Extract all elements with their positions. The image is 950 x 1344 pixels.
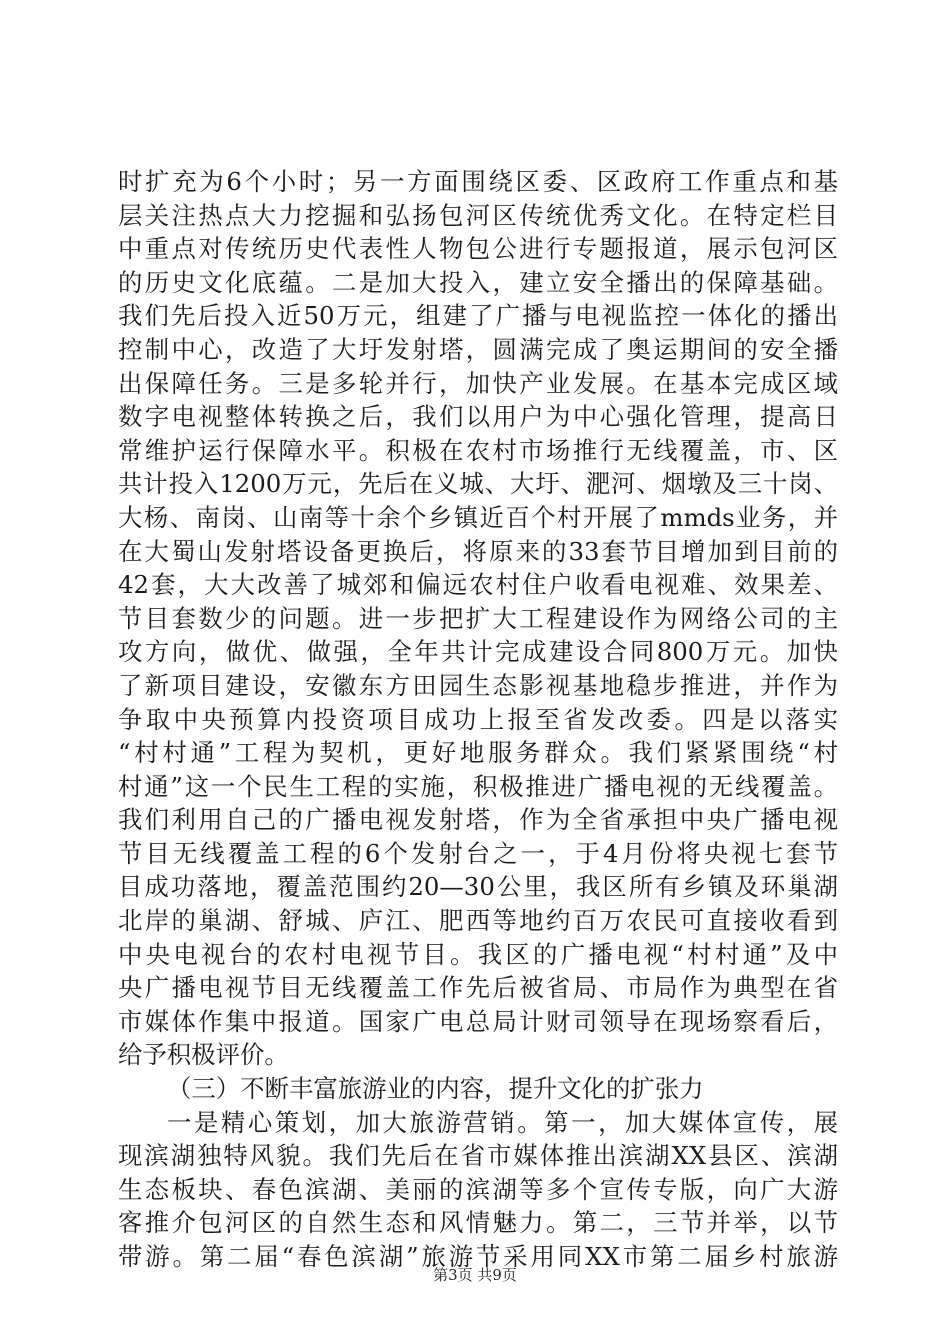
body-text <box>118 165 838 1274</box>
text-line: 村通”这一个民生工程的实施，积极推进广播电视的无线覆盖。 <box>118 771 838 801</box>
text-line: 客推介包河区的自然生态和风情魅力。第二，三节并举，以节 <box>118 1208 838 1238</box>
text-line: 共计投入1200万元，先后在义城、大圩、淝河、烟墩及三十岗、 <box>118 469 838 499</box>
text-line: 42套，大大改善了城郊和偏远农村住户收看电视难、效果差、 <box>118 570 838 600</box>
text-line: 央广播电视节目无线覆盖工作先后被省局、市局作为典型在省 <box>118 973 838 1003</box>
text-line: 层关注热点大力挖掘和弘扬包河区传统优秀文化。在特定栏目 <box>118 200 838 230</box>
text-line: 我们利用自己的广播电视发射塔，作为全省承担中央广播电视 <box>118 805 838 835</box>
text-line: 节目无线覆盖工程的6个发射台之一，于4月份将央视七套节 <box>118 838 838 868</box>
text-line: 北岸的巢湖、舒城、庐江、肥西等地约百万农民可直接收看到 <box>118 906 838 936</box>
text-line: 在大蜀山发射塔设备更换后，将原来的33套节目增加到目前的 <box>118 536 838 566</box>
section-heading: （三）不断丰富旅游业的内容，提升文化的扩张力 <box>167 1074 704 1104</box>
text-line: 中央电视台的农村电视节目。我区的广播电视“村村通”及中 <box>118 939 838 969</box>
text-line: 出保障任务。三是多轮并行，加快产业发展。在基本完成区域 <box>118 368 838 398</box>
text-line: 一是精心策划，加大旅游营销。第一，加大媒体宣传，展 <box>167 1107 838 1137</box>
text-line: 目成功落地，覆盖范围约20—30公里，我区所有乡镇及环巢湖 <box>118 872 838 902</box>
text-line: 给予积极评价。 <box>118 1040 289 1070</box>
text-line: 控制中心，改造了大圩发射塔，圆满完成了奥运期间的安全播 <box>118 334 838 364</box>
text-line: 常维护运行保障水平。积极在农村市场推行无线覆盖，市、区 <box>118 435 838 465</box>
text-line: 市媒体作集中报道。国家广电总局计财司领导在现场察看后， <box>118 1006 838 1036</box>
text-line: 中重点对传统历史代表性人物包公进行专题报道，展示包河区 <box>118 234 838 264</box>
text-line: 攻方向，做优、做强，全年共计完成建设合同800万元。加快 <box>118 637 838 667</box>
text-line: 带游。第二届“春色滨湖”旅游节采用同XX市第二届乡村旅游 <box>118 1242 838 1271</box>
text-line: 大杨、南岗、山南等十余个乡镇近百个村开展了mmds业务，并 <box>118 502 838 532</box>
text-line: “村村通”工程为契机，更好地服务群众。我们紧紧围绕“村 <box>118 738 838 768</box>
text-line: 节目套数少的问题。进一步把扩大工程建设作为网络公司的主 <box>118 603 838 633</box>
text-line: 了新项目建设，安徽东方田园生态影视基地稳步推进，并作为 <box>118 670 838 700</box>
page-number: 第3页 共9页 <box>433 1266 517 1284</box>
text-line: 现滨湖独特风貌。我们先后在省市媒体推出滨湖XX县区、滨湖 <box>118 1141 838 1171</box>
text-line: 的历史文化底蕴。二是加大投入，建立安全播出的保障基础。 <box>118 267 838 297</box>
text-line: 时扩充为6个小时；另一方面围绕区委、区政府工作重点和基 <box>118 167 838 196</box>
text-line: 数字电视整体转换之后，我们以用户为中心强化管理，提高日 <box>118 402 838 432</box>
text-line: 生态板块、春色滨湖、美丽的滨湖等多个宣传专版，向广大游 <box>118 1174 838 1204</box>
text-line: 争取中央预算内投资项目成功上报至省发改委。四是以落实 <box>118 704 838 734</box>
text-line: 我们先后投入近50万元，组建了广播与电视监控一体化的播出 <box>118 301 838 331</box>
